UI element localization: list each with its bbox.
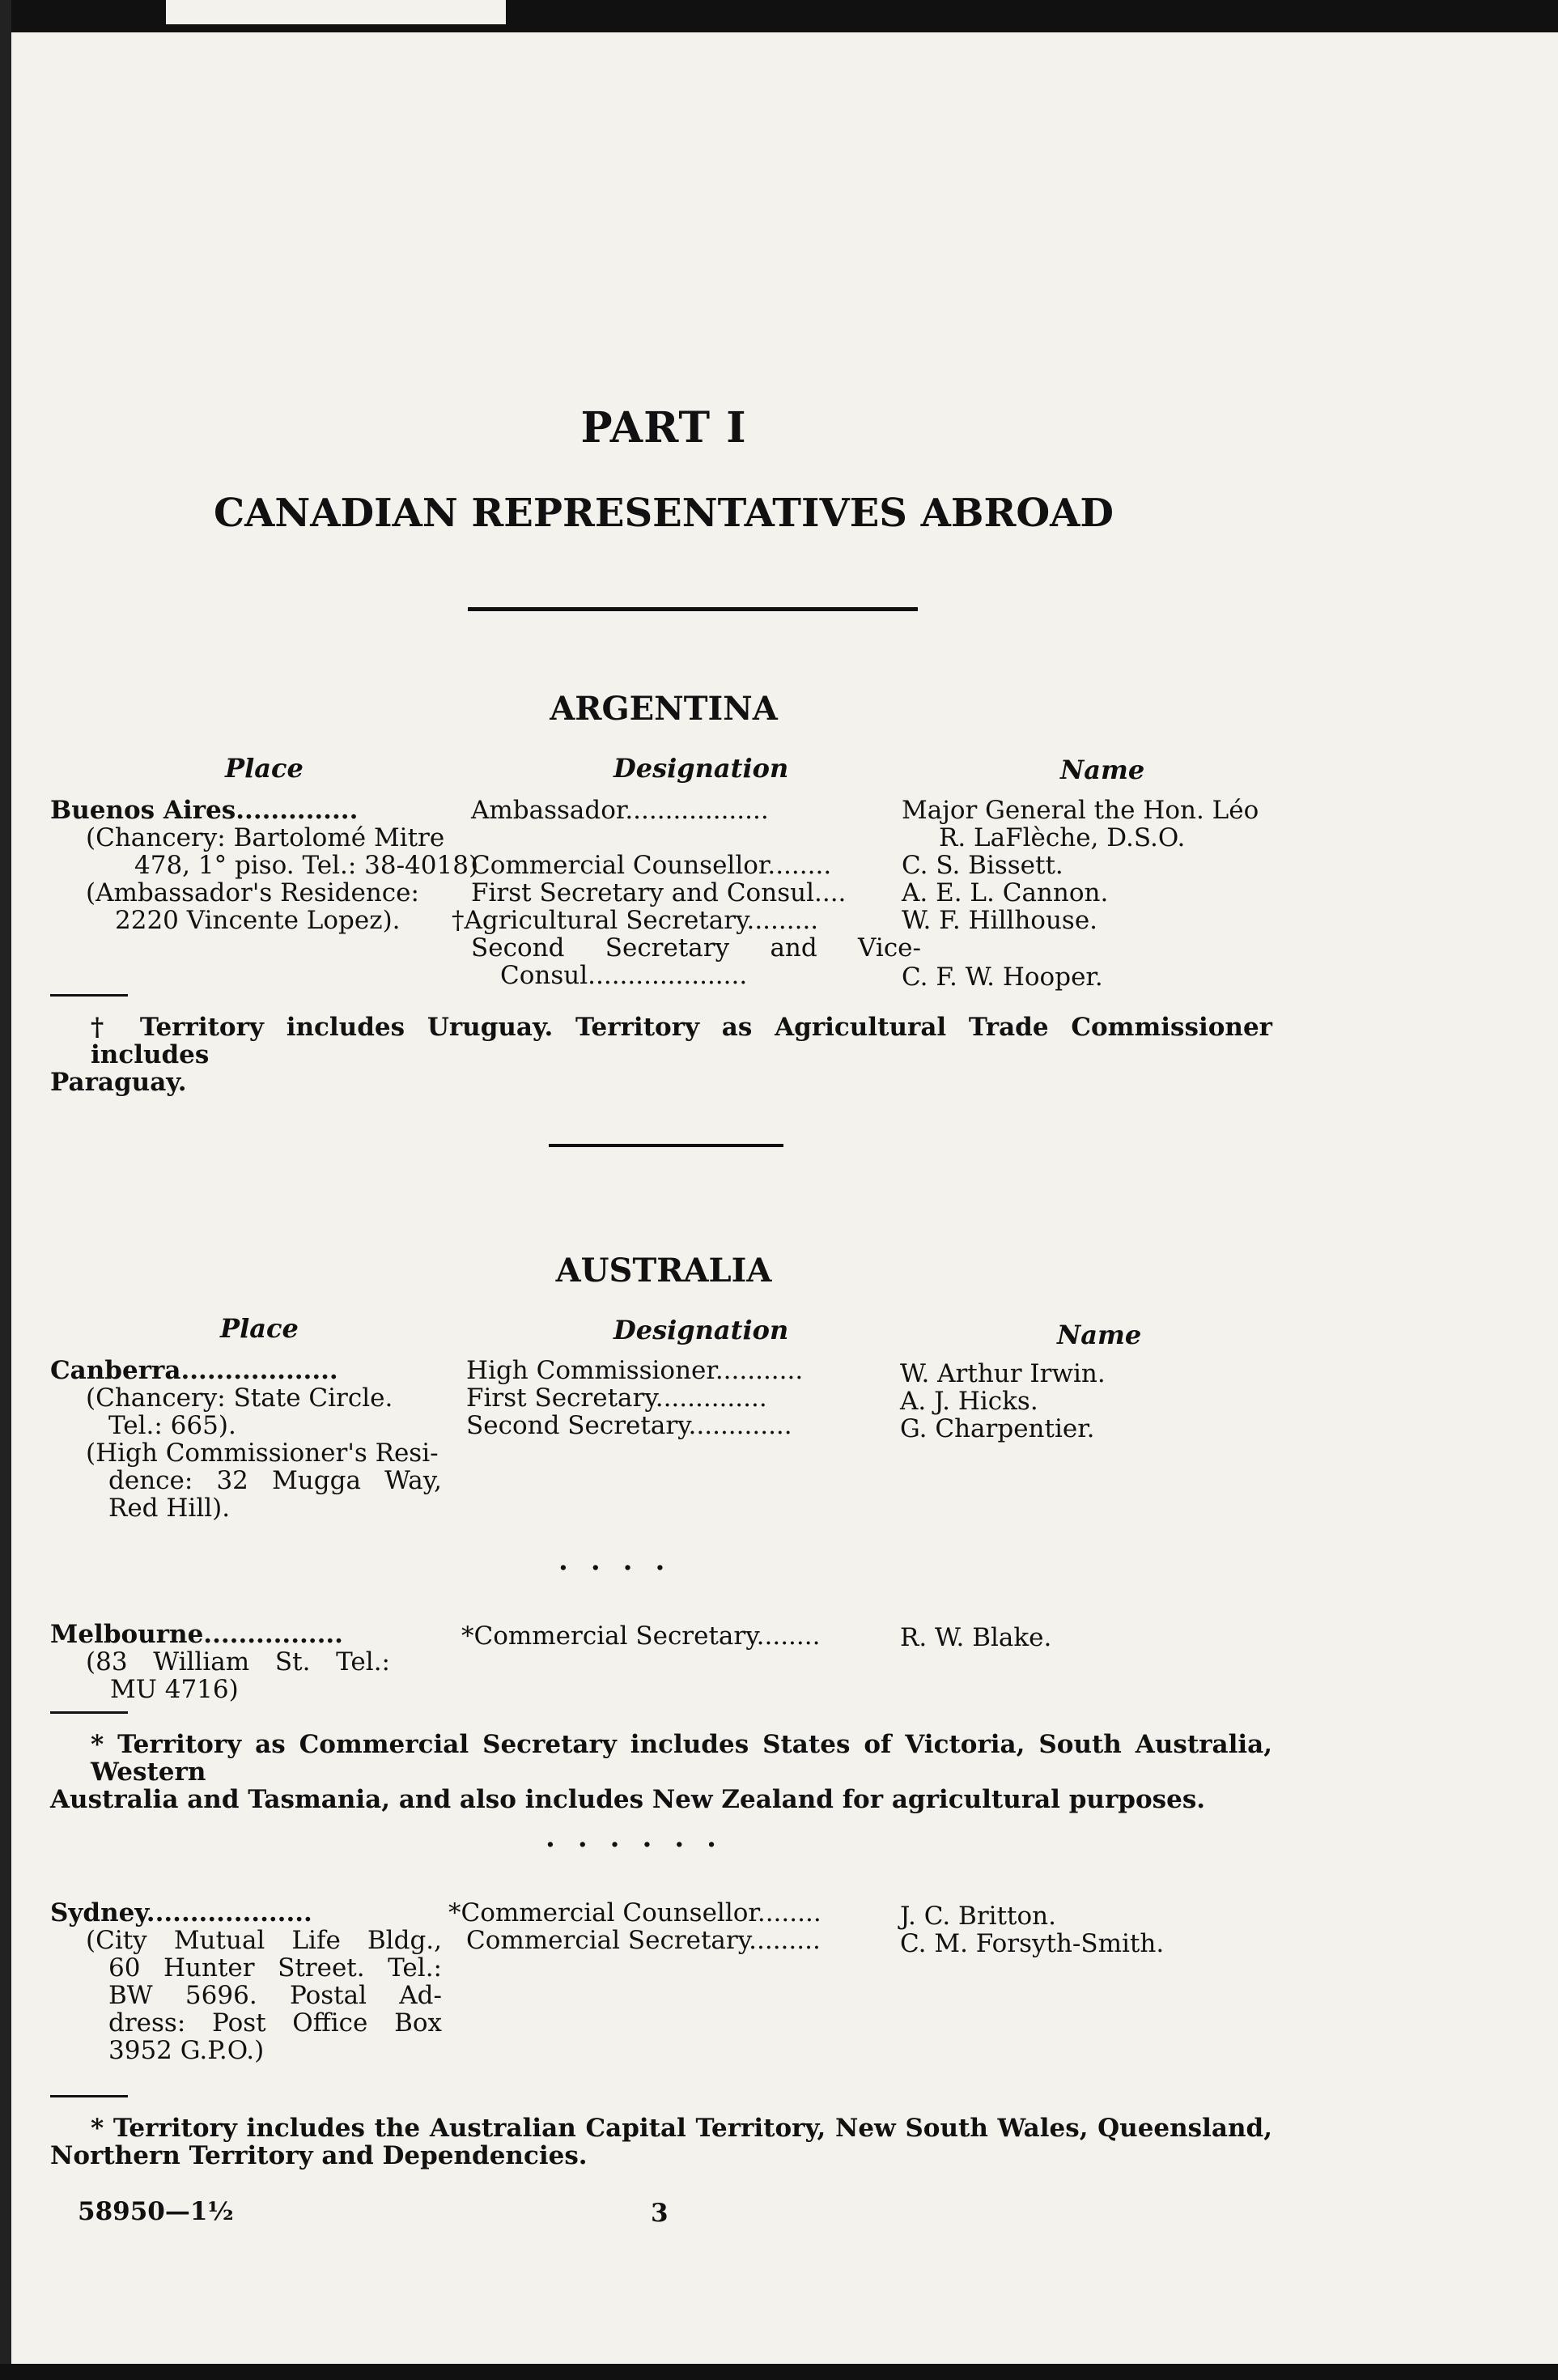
footnote-line: Northern Territory and Dependencies. bbox=[50, 2141, 588, 2170]
place-detail: Red Hill). bbox=[108, 1494, 231, 1523]
footnote-melbourne bbox=[50, 1731, 1272, 1813]
column-head-place: Place bbox=[225, 753, 304, 784]
footnote-rule bbox=[50, 2095, 128, 2097]
print-code: 58950—1½ bbox=[78, 2197, 234, 2226]
designation-item: Second Secretary............. bbox=[466, 1411, 792, 1440]
footnote-argentina bbox=[50, 1014, 1272, 1096]
designation-item: Commercial Counsellor........ bbox=[471, 851, 832, 880]
scan-border-top bbox=[0, 0, 1558, 32]
title-rule bbox=[468, 607, 918, 611]
place-sydney: Sydney................... bbox=[50, 1898, 312, 1927]
place-detail: 2220 Vincente Lopez). bbox=[115, 906, 401, 935]
designation-item: Second Secretary and Vice- bbox=[471, 933, 921, 963]
name-item: R. LaFlèche, D.S.O. bbox=[939, 823, 1186, 852]
column-head-name: Name bbox=[1060, 754, 1145, 785]
place-detail: (Chancery: State Circle. bbox=[86, 1383, 393, 1413]
designation-item: Ambassador.................. bbox=[471, 796, 769, 825]
column-head-designation: Designation bbox=[613, 753, 789, 784]
place-detail: (Ambassador's Residence: bbox=[86, 878, 419, 907]
footnote-line: Paraguay. bbox=[50, 1068, 187, 1097]
page-title: CANADIAN REPRESENTATIVES ABROAD bbox=[213, 491, 1114, 536]
place-detail: dence: 32 Mugga Way, bbox=[108, 1466, 442, 1495]
place-detail: 478, 1° piso. Tel.: 38-4018) bbox=[134, 851, 479, 880]
name-item: W. F. Hillhouse. bbox=[902, 906, 1098, 935]
column-head-name: Name bbox=[1057, 1320, 1142, 1350]
name-item: C. F. W. Hooper. bbox=[902, 963, 1103, 992]
designation-item: First Secretary.............. bbox=[466, 1383, 767, 1413]
designation-item: Consul.................... bbox=[500, 961, 748, 990]
place-detail: (83 William St. Tel.: bbox=[86, 1647, 390, 1677]
country-heading-argentina: ARGENTINA bbox=[550, 690, 778, 728]
place-melbourne: Melbourne................ bbox=[50, 1620, 343, 1649]
page-number: 3 bbox=[651, 2199, 669, 2228]
designation-item: †Agricultural Secretary......... bbox=[452, 906, 819, 935]
scan-border-bottom bbox=[0, 2364, 1558, 2380]
footnote-line: * Territory includes the Australian Capital Territory, New South Wales, Queensland, bbox=[91, 2114, 1272, 2143]
place-detail: (Chancery: Bartolomé Mitre bbox=[86, 823, 445, 852]
column-head-place: Place bbox=[220, 1313, 299, 1344]
designation-item: High Commissioner........... bbox=[466, 1356, 804, 1385]
place-detail: (High Commissioner's Resi- bbox=[86, 1439, 439, 1468]
designation-item: *Commercial Counsellor........ bbox=[448, 1898, 821, 1927]
place-detail: (City Mutual Life Bldg., bbox=[86, 1926, 442, 1955]
section-separator: ...... bbox=[546, 1821, 740, 1854]
place-detail: 3952 G.P.O.) bbox=[108, 2036, 265, 2065]
designation-item: First Secretary and Consul.... bbox=[471, 878, 847, 907]
scan-border-left bbox=[0, 0, 11, 2380]
name-item: J. C. Britton. bbox=[900, 1902, 1056, 1931]
column-head-designation: Designation bbox=[613, 1315, 789, 1345]
name-item: Major General the Hon. Léo bbox=[902, 796, 1259, 825]
name-item: A. E. L. Cannon. bbox=[902, 878, 1109, 907]
name-item: C. M. Forsyth-Smith. bbox=[900, 1929, 1165, 1958]
footnote-rule bbox=[50, 994, 128, 997]
name-item: C. S. Bissett. bbox=[902, 851, 1063, 880]
footnote-line: * Territory as Commercial Secretary includes States of Victoria, South Australia, Western bbox=[91, 1730, 1272, 1787]
section-rule bbox=[549, 1144, 783, 1147]
place-canberra: Canberra.................. bbox=[50, 1356, 338, 1385]
scan-border-tab bbox=[166, 0, 506, 24]
name-item: W. Arthur Irwin. bbox=[900, 1359, 1106, 1388]
footnote-line: † Territory includes Uruguay. Territory as Agricultural Trade Commissioner includes bbox=[91, 1013, 1272, 1069]
place-detail: 60 Hunter Street. Tel.: bbox=[108, 1953, 442, 1983]
country-heading-australia: AUSTRALIA bbox=[555, 1252, 772, 1290]
place-detail: BW 5696. Postal Ad- bbox=[108, 1981, 442, 2010]
place-buenos-aires: Buenos Aires.............. bbox=[50, 796, 359, 825]
name-item: A. J. Hicks. bbox=[900, 1387, 1038, 1416]
designation-item: Commercial Secretary......... bbox=[466, 1926, 821, 1955]
place-detail: MU 4716) bbox=[110, 1675, 239, 1704]
name-item: R. W. Blake. bbox=[900, 1623, 1052, 1652]
place-detail: dress: Post Office Box bbox=[108, 2008, 442, 2038]
footnote-line: Australia and Tasmania, and also includes New Zealand for agricultural purposes. bbox=[50, 1785, 1206, 1814]
place-detail: Tel.: 665). bbox=[108, 1411, 236, 1440]
footnote-sydney bbox=[50, 2114, 1272, 2170]
part-heading: PART I bbox=[580, 403, 747, 453]
footnote-rule bbox=[50, 1711, 128, 1714]
designation-item: *Commercial Secretary........ bbox=[461, 1621, 821, 1651]
section-separator: .... bbox=[558, 1545, 688, 1577]
name-item: G. Charpentier. bbox=[900, 1414, 1095, 1443]
